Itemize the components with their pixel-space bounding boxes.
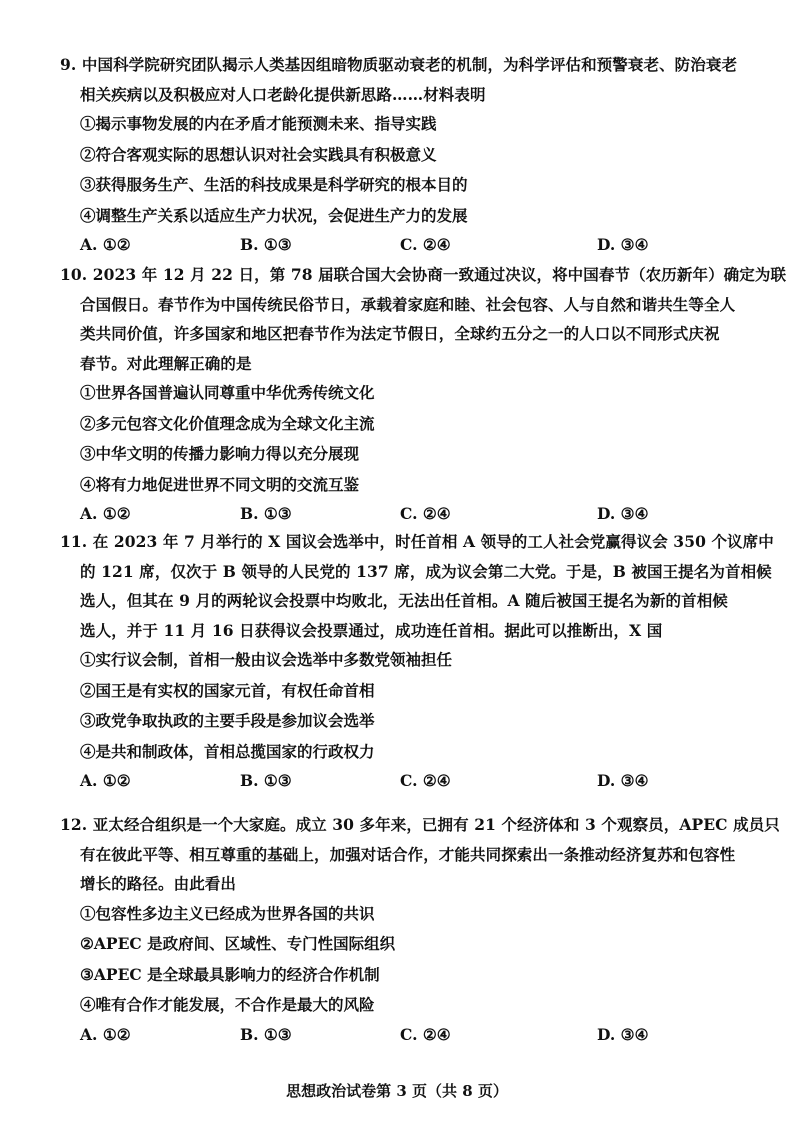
question-11 [60, 527, 774, 797]
option-statement: ②符合客观实际的思想认识对社会实践具有积极意义 [80, 144, 437, 164]
choice-d: D. ③④ [597, 504, 649, 523]
choice-b: B. ①③ [240, 504, 292, 523]
question-stem-line: 12. 亚太经合组织是一个大家庭。成立 30 多年来，已拥有 21 个经济体和 3 个观察员，APEC 成员只 [60, 815, 780, 834]
question-stem-line: 类共同价值，许多国家和地区把春节作为法定节假日，全球约五分之一的人口以不同形式庆祝 [80, 324, 720, 343]
question-stem-line: 的 121 席，仅次于 B 领导的人民党的 137 席，成为议会第二大党。于是，B 被国王提名为首相候 [80, 561, 772, 581]
choice-d: D. ③④ [597, 771, 649, 790]
option-statement: ①揭示事物发展的内在矛盾才能预测未来、指导实践 [80, 114, 437, 133]
option-statement: ②APEC 是政府间、区域性、专门性国际组织 [80, 934, 396, 953]
question-stem-line: 选人，但其在 9 月的两轮议会投票中均败北，无法出任首相。A 随后被国王提名为新的首相候 [80, 591, 728, 610]
option-statement: ④唯有合作才能发展，不合作是最大的风险 [80, 995, 375, 1014]
question-12 [60, 810, 780, 1051]
question-stem-line: 选人，并于 11 月 16 日获得议会投票通过，成功连任首相。据此可以推断出，X 国 [80, 620, 663, 640]
question-stem-line: 10. 2023 年 12 月 22 日，第 78 届联合国大会协商一致通过决议，将中国春节（农历新年）确定为联 [60, 265, 787, 284]
choice-c: C. ②④ [400, 235, 451, 254]
option-statement: ③政党争取执政的主要手段是参加议会选举 [80, 711, 375, 730]
answer-choices [60, 767, 740, 797]
question-stem-line: 11. 在 2023 年 7 月举行的 X 国议会选举中，时任首相 A 领导的工人社会党赢得议会 350 个议席中 [60, 532, 774, 551]
question-stem-line: 春节。对此理解正确的是 [80, 353, 252, 373]
choice-a: A. ①② [80, 771, 131, 790]
answer-choices [60, 1021, 740, 1051]
choice-b: B. ①③ [240, 235, 292, 254]
choice-c: C. ②④ [400, 1024, 451, 1044]
option-statement: ①包容性多边主义已经成为世界各国的共识 [80, 903, 375, 923]
choice-c: C. ②④ [400, 504, 451, 523]
option-statement: ②国王是有实权的国家元首，有权任命首相 [80, 680, 375, 700]
choice-a: A. ①② [80, 504, 131, 523]
question-stem-line: 9. 中国科学院研究团队揭示人类基因组暗物质驱动衰老的机制，为科学评估和预警衰老、防治衰老 [60, 55, 738, 74]
option-statement: ④将有力地促进世界不同文明的交流互鉴 [80, 474, 360, 494]
question-9 [60, 50, 740, 261]
option-statement: ③中华文明的传播力影响力得以充分展现 [80, 444, 360, 463]
answer-choices [60, 231, 740, 261]
answer-choices [60, 500, 740, 530]
option-statement: ①世界各国普遍认同尊重中华优秀传统文化 [80, 383, 375, 402]
option-statement: ③获得服务生产、生活的科技成果是科学研究的根本目的 [80, 175, 468, 194]
option-statement: ④是共和制政体，首相总揽国家的行政权力 [80, 741, 375, 761]
choice-d: D. ③④ [597, 1024, 649, 1044]
option-statement: ①实行议会制，首相一般由议会选举中多数党领袖担任 [80, 650, 453, 669]
question-stem-line: 有在彼此平等、相互尊重的基础上，加强对话合作，才能共同探索出一条推动经济复苏和包容性 [80, 844, 736, 864]
option-statement: ③APEC 是全球最具影响力的经济合作机制 [80, 964, 380, 984]
option-statement: ②多元包容文化价值理念成为全球文化主流 [80, 413, 375, 433]
choice-b: B. ①③ [240, 1024, 292, 1044]
choice-c: C. ②④ [400, 771, 451, 790]
choice-a: A. ①② [80, 235, 131, 254]
choice-a: A. ①② [80, 1024, 131, 1044]
choice-b: B. ①③ [240, 771, 292, 790]
question-stem-line: 合国假日。春节作为中国传统民俗节日，承载着家庭和睦、社会包容、人与自然和谐共生等全人 [80, 294, 736, 314]
question-10 [60, 260, 787, 530]
question-stem-line: 增长的路径。由此看出 [80, 874, 237, 893]
option-statement: ④调整生产关系以适应生产力状况，会促进生产力的发展 [80, 205, 468, 225]
choice-d: D. ③④ [597, 235, 649, 254]
question-stem-line: 相关疾病以及积极应对人口老龄化提供新思路……材料表明 [80, 84, 486, 104]
page-footer: 思想政治试卷第 3 页（共 8 页） [286, 1082, 508, 1100]
